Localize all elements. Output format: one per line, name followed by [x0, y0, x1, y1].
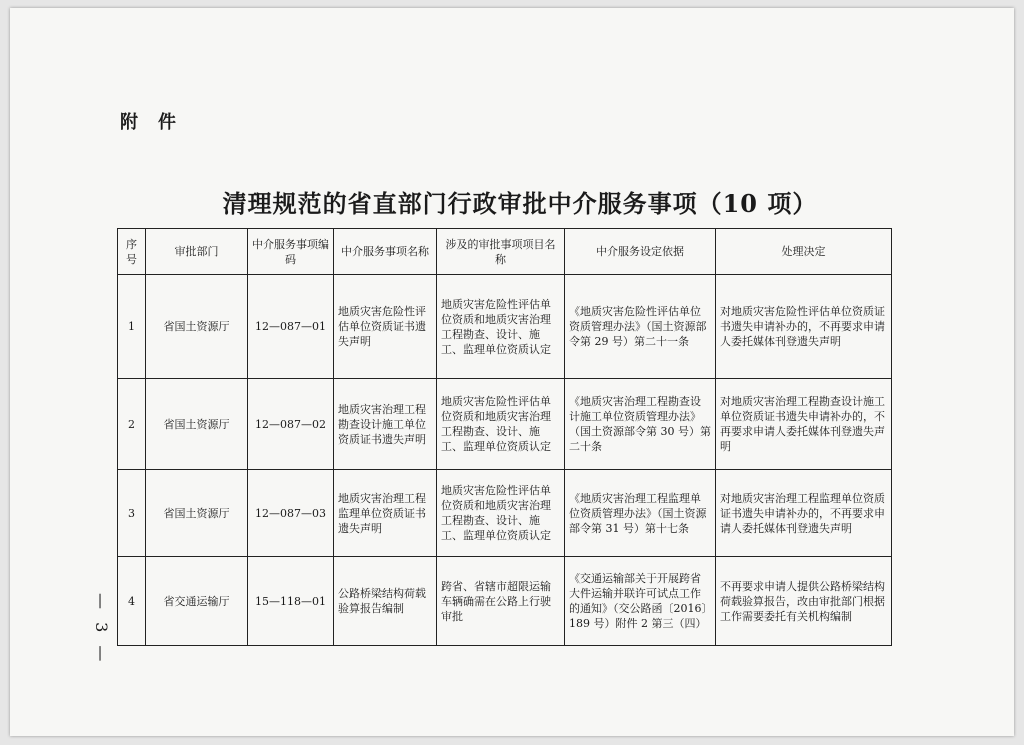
cell-approval-item: 地质灾害危险性评估单位资质和地质灾害治理工程勘查、设计、施工、监理单位资质认定: [437, 379, 565, 470]
cell-code: 12—087—02: [248, 379, 334, 470]
cell-decision: 对地质灾害危险性评估单位资质证书遗失申请补办的，不再要求申请人委托媒体刊登遗失声明: [716, 275, 892, 379]
cell-department: 省国土资源厅: [146, 470, 248, 557]
cell-code: 12—087—03: [248, 470, 334, 557]
header-code: 中介服务事项编码: [248, 229, 334, 275]
cell-basis: 《地质灾害治理工程监理单位资质管理办法》（国土资源部令第 31 号）第十七条: [565, 470, 716, 557]
cell-decision: 对地质灾害治理工程勘查设计施工单位资质证书遗失申请补办的，不再要求申请人委托媒体刊登遗失声明: [716, 379, 892, 470]
header-department: 审批部门: [146, 229, 248, 275]
cell-decision: 不再要求申请人提供公路桥梁结构荷载验算报告，改由审批部门根据工作需要委托有关机构编制: [716, 557, 892, 646]
header-no: 序号: [118, 229, 146, 275]
cell-basis: 《地质灾害危险性评估单位资质管理办法》（国土资源部令第 29 号）第二十一条: [565, 275, 716, 379]
table-row: [118, 379, 892, 470]
cell-service-name: 地质灾害治理工程监理单位资质证书遗失声明: [334, 470, 437, 557]
cell-approval-item: 地质灾害危险性评估单位资质和地质灾害治理工程勘查、设计、施工、监理单位资质认定: [437, 275, 565, 379]
page-number: — 3 —: [92, 593, 111, 666]
header-decision: 处理决定: [716, 229, 892, 275]
header-basis: 中介服务设定依据: [565, 229, 716, 275]
cell-no: 4: [118, 557, 146, 646]
table-row: [118, 275, 892, 379]
attachment-label: 附件: [120, 112, 196, 133]
cell-code: 12—087—01: [248, 275, 334, 379]
cell-service-name: 地质灾害治理工程勘查设计施工单位资质证书遗失声明: [334, 379, 437, 470]
cell-decision: 对地质灾害治理工程监理单位资质证书遗失申请补办的，不再要求申请人委托媒体刊登遗失声明: [716, 470, 892, 557]
table-row: [118, 470, 892, 557]
header-service-name: 中介服务事项名称: [334, 229, 437, 275]
service-items-table: [117, 228, 892, 646]
document-title: 清理规范的省直部门行政审批中介服务事项（10 项）: [222, 189, 818, 218]
table-row: [118, 557, 892, 646]
cell-department: 省国土资源厅: [146, 379, 248, 470]
table-header-row: [118, 229, 892, 275]
cell-service-name: 公路桥梁结构荷载验算报告编制: [334, 557, 437, 646]
cell-service-name: 地质灾害危险性评估单位资质证书遗失声明: [334, 275, 437, 379]
cell-no: 1: [118, 275, 146, 379]
cell-approval-item: 跨省、省辖市超限运输车辆确需在公路上行驶审批: [437, 557, 565, 646]
cell-department: 省国土资源厅: [146, 275, 248, 379]
header-approval-item: 涉及的审批事项项目名称: [437, 229, 565, 275]
cell-department: 省交通运输厅: [146, 557, 248, 646]
cell-no: 2: [118, 379, 146, 470]
cell-no: 3: [118, 470, 146, 557]
cell-code: 15—118—01: [248, 557, 334, 646]
cell-basis: 《交通运输部关于开展跨省大件运输并联许可试点工作的通知》（交公路函〔2016〕189 号）附件 2 第三（四）: [565, 557, 716, 646]
cell-approval-item: 地质灾害危险性评估单位资质和地质灾害治理工程勘查、设计、施工、监理单位资质认定: [437, 470, 565, 557]
cell-basis: 《地质灾害治理工程勘查设计施工单位资质管理办法》（国土资源部令第 30 号）第二十条: [565, 379, 716, 470]
